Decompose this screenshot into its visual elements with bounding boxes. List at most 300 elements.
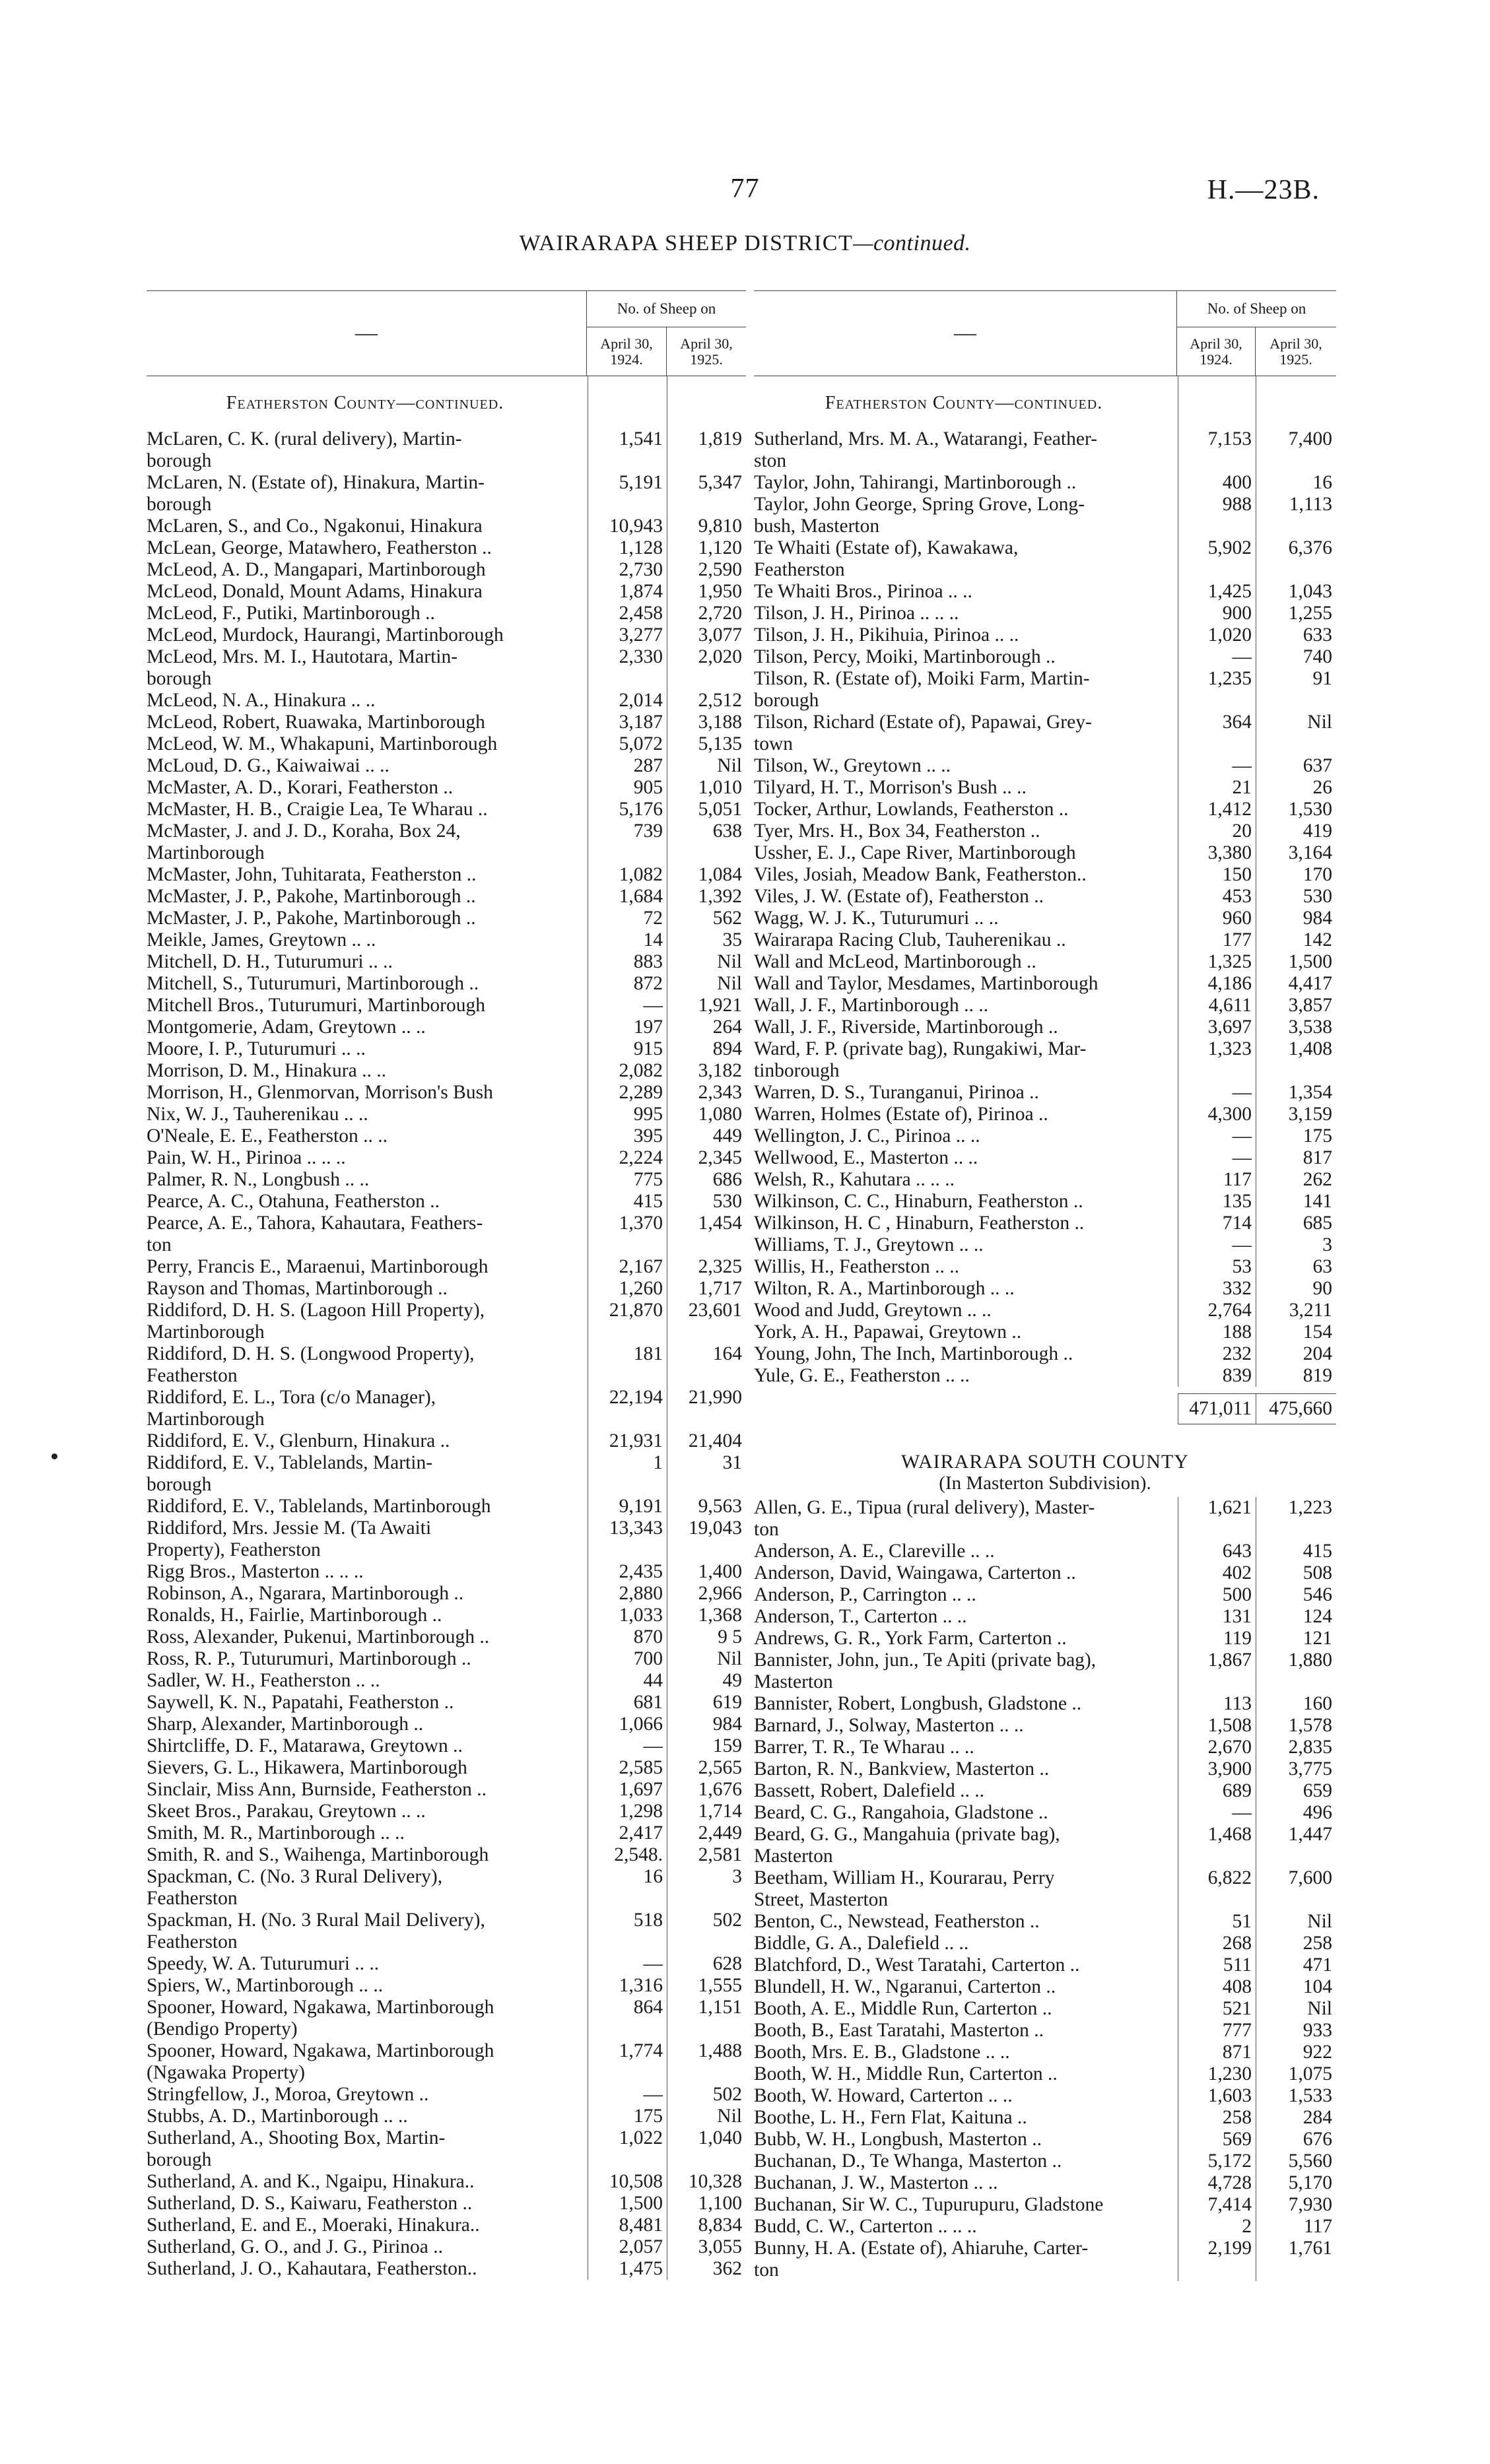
value-1925: 633 (1303, 624, 1332, 646)
table-row (754, 1628, 1336, 1649)
sheep-count-1924 (588, 1125, 667, 1147)
table-row (754, 1715, 1336, 1737)
table-row (147, 2171, 746, 2193)
value-1925: 1,530 (1288, 799, 1332, 820)
entry-name (147, 2171, 588, 2193)
entry-name-line: Bannister, Robert, Longbush, Gladstone .. (754, 1693, 1082, 1714)
entry-name (147, 2236, 588, 2258)
entry-name-line: Spooner, Howard, Ngakawa, Martinborough (147, 1997, 494, 2018)
entry-name (754, 603, 1178, 624)
value-1924: 2,167 (619, 1256, 663, 1277)
value-1924: 643 (1222, 1541, 1252, 1562)
value-1925: 124 (1303, 1606, 1332, 1627)
entry-name-line: Te Whaiti (Estate of), Kawakawa, (754, 537, 1019, 558)
value-1925: 1,717 (698, 1278, 742, 1299)
value-1924: 2,548. (614, 1844, 663, 1865)
sheep-count-1924 (1178, 537, 1256, 581)
entry-name (754, 1933, 1178, 1954)
sheep-count-1925 (1256, 428, 1336, 472)
value-1924: 1,082 (619, 864, 663, 885)
value-1924: 131 (1222, 1606, 1252, 1627)
value-1925: 546 (1303, 1584, 1332, 1605)
entry-name (147, 472, 588, 516)
value-1925: Nil (1307, 1998, 1332, 2019)
table-row (147, 1714, 746, 1735)
sheep-count-1925 (1256, 1933, 1336, 1954)
sheep-count-1924 (1178, 581, 1256, 603)
entry-name (754, 1562, 1178, 1584)
entry-name-line: Williams, T. J., Greytown .. .. (754, 1234, 984, 1255)
value-1925: 2,325 (698, 1256, 742, 1277)
sheep-count-1925 (667, 995, 746, 1016)
value-1925: 894 (712, 1038, 742, 1059)
value-1924: 1,412 (1207, 799, 1252, 820)
sheep-count-1924 (588, 2193, 667, 2214)
sheep-count-1924 (588, 516, 667, 537)
table-row (147, 428, 746, 472)
entry-name (754, 755, 1178, 777)
table-row (147, 908, 746, 929)
sheep-count-1925 (1256, 1954, 1336, 1976)
sheep-count-1924 (1178, 777, 1256, 799)
value-1925: 922 (1303, 2042, 1332, 2063)
value-1924: 1,298 (619, 1801, 663, 1822)
value-1924: 21 (1232, 777, 1252, 798)
sheep-count-1925 (667, 1213, 746, 1256)
value-1924: 113 (1223, 1693, 1252, 1714)
sheep-count-1925 (1256, 1256, 1336, 1278)
value-1924: 400 (1222, 472, 1252, 493)
header-sheep-group (1176, 291, 1336, 376)
entry-name (147, 2106, 588, 2127)
sheep-count-1924 (1178, 995, 1256, 1016)
entry-name-line: McLean, George, Matawhero, Featherston .. (147, 537, 492, 558)
sheep-count-1924 (588, 1191, 667, 1213)
entry-name-line: Riddiford, D. H. S. (Lagoon Hill Property), (147, 1300, 485, 1321)
table-row (754, 1125, 1336, 1147)
value-1925: 23,601 (688, 1300, 742, 1321)
table-row (147, 1038, 746, 1060)
value-1924: 2,014 (619, 690, 663, 711)
value-1924: 2,670 (1207, 1737, 1252, 1758)
table-row (754, 1606, 1336, 1628)
entry-name (754, 2216, 1178, 2238)
entry-name-continuation: (Ngawaka Property) (147, 2062, 306, 2083)
sheep-count-1925 (667, 1953, 746, 1975)
value-1925: 49 (722, 1670, 742, 1691)
value-1924: 1,867 (1207, 1649, 1252, 1671)
entry-name-line: Warren, Holmes (Estate of), Pirinoa .. (754, 1104, 1048, 1125)
entry-name (754, 1628, 1178, 1649)
entry-name-line: McMaster, J. P., Pakohe, Martinborough .. (147, 886, 476, 907)
entry-name-line: Booth, W. Howard, Carterton .. .. (754, 2085, 1013, 2106)
sheep-count-1924 (1178, 1998, 1256, 2020)
table-row (754, 1104, 1336, 1125)
value-1925: 502 (712, 1910, 742, 1931)
value-1924: — (643, 2084, 663, 2105)
value-1925: 160 (1303, 1693, 1332, 1714)
table-row (147, 559, 746, 581)
title-continued: —continued. (853, 231, 971, 255)
table-row (147, 1387, 746, 1430)
sheep-count-1924 (588, 472, 667, 516)
entry-name-line: Te Whaiti Bros., Pirinoa .. .. (754, 581, 972, 602)
sheep-count-1924 (1178, 1911, 1256, 1933)
value-1925: 1,950 (698, 581, 742, 602)
value-1924: 2,417 (619, 1822, 663, 1844)
sheep-count-1924 (1178, 1933, 1256, 1954)
sheep-count-1925 (667, 1387, 746, 1430)
sheep-count-1924 (1178, 886, 1256, 908)
header-group-label: No. of Sheep on (1177, 291, 1336, 327)
sheep-count-1925 (667, 2193, 746, 2214)
value-1925: 2,565 (698, 1757, 742, 1778)
value-1924: — (1232, 1147, 1252, 1168)
value-1924: 1,260 (619, 1278, 663, 1299)
entry-name-line: Tilson, J. H., Pirinoa .. .. .. (754, 603, 959, 624)
sheep-count-1924 (588, 864, 667, 886)
value-1924: 21,931 (609, 1430, 663, 1451)
value-1925: 5,560 (1288, 2150, 1332, 2172)
value-1924: — (1232, 1125, 1252, 1147)
entry-name-line: Sievers, G. L., Hikawera, Martinborough (147, 1757, 467, 1778)
sheep-count-1924 (1178, 1321, 1256, 1343)
value-1924: 4,300 (1207, 1104, 1252, 1125)
value-1925: Nil (717, 973, 742, 994)
sheep-count-1924 (1178, 2107, 1256, 2129)
value-1925: 2,020 (698, 646, 742, 667)
sheep-count-1925 (667, 864, 746, 886)
table-row (147, 2106, 746, 2127)
sheep-count-1924 (1178, 1541, 1256, 1562)
entry-name-line: Nix, W. J., Tauherenikau .. .. (147, 1104, 368, 1125)
table-row (754, 581, 1336, 603)
header-group-label: No. of Sheep on (587, 291, 746, 327)
entry-name-line: Tocker, Arthur, Lowlands, Featherston .. (754, 799, 1069, 820)
value-1924: 5,191 (619, 472, 663, 493)
entry-name (754, 1321, 1178, 1343)
sheep-count-1924 (588, 1605, 667, 1626)
header-sheep-group (586, 291, 746, 376)
sheep-count-1925 (667, 1452, 746, 1496)
value-1924: 2,289 (619, 1082, 663, 1103)
value-1924: 1,697 (619, 1779, 663, 1800)
sheep-count-1925 (1256, 712, 1336, 755)
sheep-count-1924 (588, 537, 667, 559)
sheep-count-1925 (1256, 1606, 1336, 1628)
value-1924: 3,380 (1207, 842, 1252, 863)
sheep-count-1925 (667, 1975, 746, 1997)
sheep-count-1924 (1178, 2020, 1256, 2042)
sheep-count-1924 (1178, 1278, 1256, 1300)
table-row (754, 1802, 1336, 1824)
table-row (147, 1953, 746, 1975)
sheep-count-1925 (1256, 472, 1336, 494)
table-row (147, 1213, 746, 1256)
sheep-count-1924 (1178, 2129, 1256, 2150)
value-1924: 258 (1222, 2107, 1252, 2128)
sheep-count-1924 (588, 1670, 667, 1692)
sheep-count-1925 (667, 886, 746, 908)
entry-name-line: Morrison, D. M., Hinakura .. .. (147, 1060, 386, 1081)
entry-name (754, 2238, 1178, 2281)
table-row (754, 2150, 1336, 2172)
value-1924: 1,621 (1207, 1497, 1252, 1518)
sheep-count-1924 (1178, 1365, 1256, 1387)
sheep-count-1925 (1256, 1715, 1336, 1737)
entry-name (754, 494, 1178, 537)
value-1924: 995 (633, 1104, 663, 1125)
sheep-count-1924 (588, 1387, 667, 1430)
value-1924: 14 (643, 929, 663, 950)
table-row (754, 494, 1336, 537)
entry-name (754, 2194, 1178, 2216)
value-1924: 10,508 (609, 2171, 663, 2192)
sheep-count-1925 (667, 690, 746, 712)
entry-name-line: Warren, D. S., Turanganui, Pirinoa .. (754, 1082, 1039, 1103)
sheep-count-1924 (1178, 1562, 1256, 1584)
sheep-count-1925 (1256, 755, 1336, 777)
entry-name-line: Wall and Taylor, Mesdames, Martinborough (754, 973, 1099, 994)
sheep-count-1924 (1178, 1715, 1256, 1737)
sheep-count-1924 (588, 2258, 667, 2280)
entry-name (147, 559, 588, 581)
entry-name-continuation: Featherston (754, 559, 845, 580)
entry-name (147, 1605, 588, 1626)
sheep-count-1925 (1256, 820, 1336, 842)
sheep-count-1924 (1178, 1234, 1256, 1256)
entry-name-line: Sutherland, A., Shooting Box, Martin- (147, 2127, 446, 2148)
table-row (147, 2214, 746, 2236)
entry-name-line: Spooner, Howard, Ngakawa, Martinborough (147, 2040, 494, 2061)
table-row (754, 1867, 1336, 1911)
value-1924: 4,728 (1207, 2172, 1252, 2193)
sheep-count-1924 (1178, 1780, 1256, 1802)
sheep-count-1925 (667, 777, 746, 799)
sheep-count-1924 (1178, 646, 1256, 668)
value-1924: 1,066 (619, 1714, 663, 1735)
sheep-count-1924 (1178, 472, 1256, 494)
entry-name-line: Mitchell, D. H., Tuturumuri .. .. (147, 951, 393, 972)
sheep-count-1924 (588, 624, 667, 646)
table-row (147, 1910, 746, 1953)
value-1924: 1,370 (619, 1213, 663, 1234)
section-heading: Featherston County—continued. (825, 393, 1103, 413)
value-1924: — (1232, 1234, 1252, 1255)
sheep-count-1924 (588, 820, 667, 864)
sheep-count-1925 (1256, 929, 1336, 951)
sheep-count-1924 (1178, 951, 1256, 973)
value-1925: 3,077 (698, 624, 742, 646)
value-1924: 1,508 (1207, 1715, 1252, 1736)
value-1924: 960 (1222, 908, 1252, 929)
entry-name (754, 581, 1178, 603)
table-row (754, 1343, 1336, 1365)
entry-name (754, 2129, 1178, 2150)
value-1924: 119 (1223, 1628, 1252, 1649)
table-row (147, 1626, 746, 1648)
value-1924: 1,235 (1207, 668, 1252, 689)
title-main: WAIRARAPA SHEEP DISTRICT (519, 231, 854, 255)
value-1924: 51 (1232, 1911, 1252, 1932)
entry-name-line: McLeod, Robert, Ruawaka, Martinborough (147, 712, 485, 733)
sheep-count-1925 (1256, 886, 1336, 908)
entry-name (754, 1867, 1178, 1911)
sheep-count-1925 (1256, 1104, 1336, 1125)
sheep-count-1925 (667, 1714, 746, 1735)
entry-name-line: Anderson, T., Carterton .. .. (754, 1606, 967, 1627)
value-1924: 177 (1222, 929, 1252, 950)
sheep-count-1925 (1256, 1737, 1336, 1758)
value-1925: 1,010 (698, 777, 742, 798)
value-1925: 21,990 (688, 1387, 742, 1408)
sheep-count-1924 (588, 1822, 667, 1844)
entry-name (754, 537, 1178, 581)
value-1925: 117 (1303, 2216, 1332, 2237)
value-1925: 3 (732, 1866, 742, 1887)
table-row (754, 1256, 1336, 1278)
value-1924: 5,176 (619, 799, 663, 820)
sheep-count-1924 (1178, 1693, 1256, 1715)
entry-name-continuation: borough (147, 2149, 212, 2170)
value-1924: 872 (633, 973, 663, 994)
table-row (147, 1278, 746, 1300)
value-1925: 362 (712, 2258, 742, 2279)
entry-name (147, 820, 588, 864)
value-1925: 91 (1312, 668, 1332, 689)
header-name-column: — (355, 321, 378, 345)
value-1925: 686 (712, 1169, 742, 1190)
sheep-count-1924 (1178, 624, 1256, 646)
value-1925: 1,080 (698, 1104, 742, 1125)
table-row (147, 1779, 746, 1801)
value-1924: 402 (1222, 1562, 1252, 1583)
sheep-count-1925 (1256, 1758, 1336, 1780)
value-1925: 1,100 (698, 2193, 742, 2214)
entry-name (147, 1626, 588, 1648)
value-1924: 1,230 (1207, 2063, 1252, 2084)
entry-name (754, 886, 1178, 908)
entry-name (147, 1387, 588, 1430)
sheep-count-1924 (1178, 2194, 1256, 2216)
sheep-count-1925 (1256, 1824, 1336, 1867)
table-row (754, 1016, 1336, 1038)
value-1925: 1,408 (1288, 1038, 1332, 1059)
entry-name (147, 1082, 588, 1104)
sheep-count-1924 (588, 1953, 667, 1975)
entry-name-line: Allen, G. E., Tipua (rural delivery), Master- (754, 1497, 1095, 1518)
table-row (754, 1321, 1336, 1343)
value-1924: 2,764 (1207, 1300, 1252, 1321)
entry-name-line: Willis, H., Featherston .. .. (754, 1256, 959, 1277)
value-1925: 984 (1303, 908, 1332, 929)
value-1924: — (643, 1953, 663, 1974)
sheep-count-1924 (1178, 428, 1256, 472)
entry-name-line: Ward, F. P. (private bag), Rungakiwi, Mar- (754, 1038, 1087, 1059)
table-row (754, 2172, 1336, 2194)
value-1924: 839 (1222, 1365, 1252, 1386)
value-1925: 16 (1312, 472, 1332, 493)
table-row (147, 1452, 746, 1496)
table-row (754, 842, 1336, 864)
entry-name (147, 2258, 588, 2280)
table-row (754, 1191, 1336, 1213)
sheep-count-1924 (1178, 1300, 1256, 1321)
table-row (147, 2258, 746, 2280)
sheep-count-1924 (588, 1060, 667, 1082)
value-1924: 6,822 (1207, 1867, 1252, 1888)
entry-name-line: Spackman, C. (No. 3 Rural Delivery), (147, 1866, 443, 1887)
document-reference: H.—23B. (1207, 175, 1320, 205)
sheep-count-1924 (588, 581, 667, 603)
table-row (147, 864, 746, 886)
value-1925: 1,120 (698, 537, 742, 558)
sheep-count-1924 (588, 733, 667, 755)
value-1924: 1,323 (1207, 1038, 1252, 1059)
value-1925: 21,404 (688, 1430, 742, 1451)
entry-name-line: Blatchford, D., West Taratahi, Carterton .. (754, 1954, 1080, 1976)
value-1925: 1,043 (1288, 581, 1332, 602)
entry-name-continuation: Street, Masterton (754, 1889, 889, 1910)
table-row (754, 1278, 1336, 1300)
value-1924: 453 (1222, 886, 1252, 907)
value-1925: 2,581 (698, 1844, 742, 1865)
value-1925: Nil (1307, 712, 1332, 733)
sheep-count-1924 (1178, 2172, 1256, 2194)
table-row (754, 2216, 1336, 2238)
entry-name-line: McLeod, N. A., Hinakura .. .. (147, 690, 376, 711)
value-1925: 7,600 (1288, 1867, 1332, 1888)
table-row (147, 624, 746, 646)
entry-name-line: Morrison, H., Glenmorvan, Morrison's Bush (147, 1082, 493, 1103)
value-1924: 915 (633, 1038, 663, 1059)
entry-name-line: McLeod, Donald, Mount Adams, Hinakura (147, 581, 483, 602)
value-1924: 2,330 (619, 646, 663, 667)
table-row (754, 864, 1336, 886)
sheep-count-1925 (667, 1278, 746, 1300)
entry-name (754, 712, 1178, 755)
table-row (754, 1911, 1336, 1933)
value-1925: 142 (1303, 929, 1332, 950)
table-row (754, 2042, 1336, 2063)
sheep-count-1924 (1178, 1758, 1256, 1780)
value-1924: 72 (643, 908, 663, 929)
table-row (754, 1497, 1336, 1541)
sheep-count-1925 (667, 712, 746, 733)
sheep-count-1924 (588, 1082, 667, 1104)
sheep-count-1925 (667, 2258, 746, 2280)
sheep-count-1925 (1256, 1213, 1336, 1234)
sheep-count-1924 (1178, 1343, 1256, 1365)
entry-name (147, 973, 588, 995)
value-1924: 689 (1222, 1780, 1252, 1801)
sheep-count-1924 (588, 2214, 667, 2236)
table-row (147, 1343, 746, 1387)
entry-name (147, 1583, 588, 1605)
table-row (147, 2193, 746, 2214)
value-1924: 2 (1242, 2216, 1252, 2237)
value-1924: 44 (643, 1670, 663, 1691)
value-1924: 1,128 (619, 537, 663, 558)
value-1924: 10,943 (609, 516, 663, 537)
entry-name-continuation: Masterton (754, 1671, 833, 1692)
value-1924: 681 (633, 1692, 663, 1713)
sheep-count-1924 (1178, 2150, 1256, 2172)
entry-name-continuation: ton (754, 1519, 779, 1540)
value-1924: 988 (1222, 494, 1252, 515)
value-1925: 264 (712, 1016, 742, 1038)
table-row (147, 581, 746, 603)
